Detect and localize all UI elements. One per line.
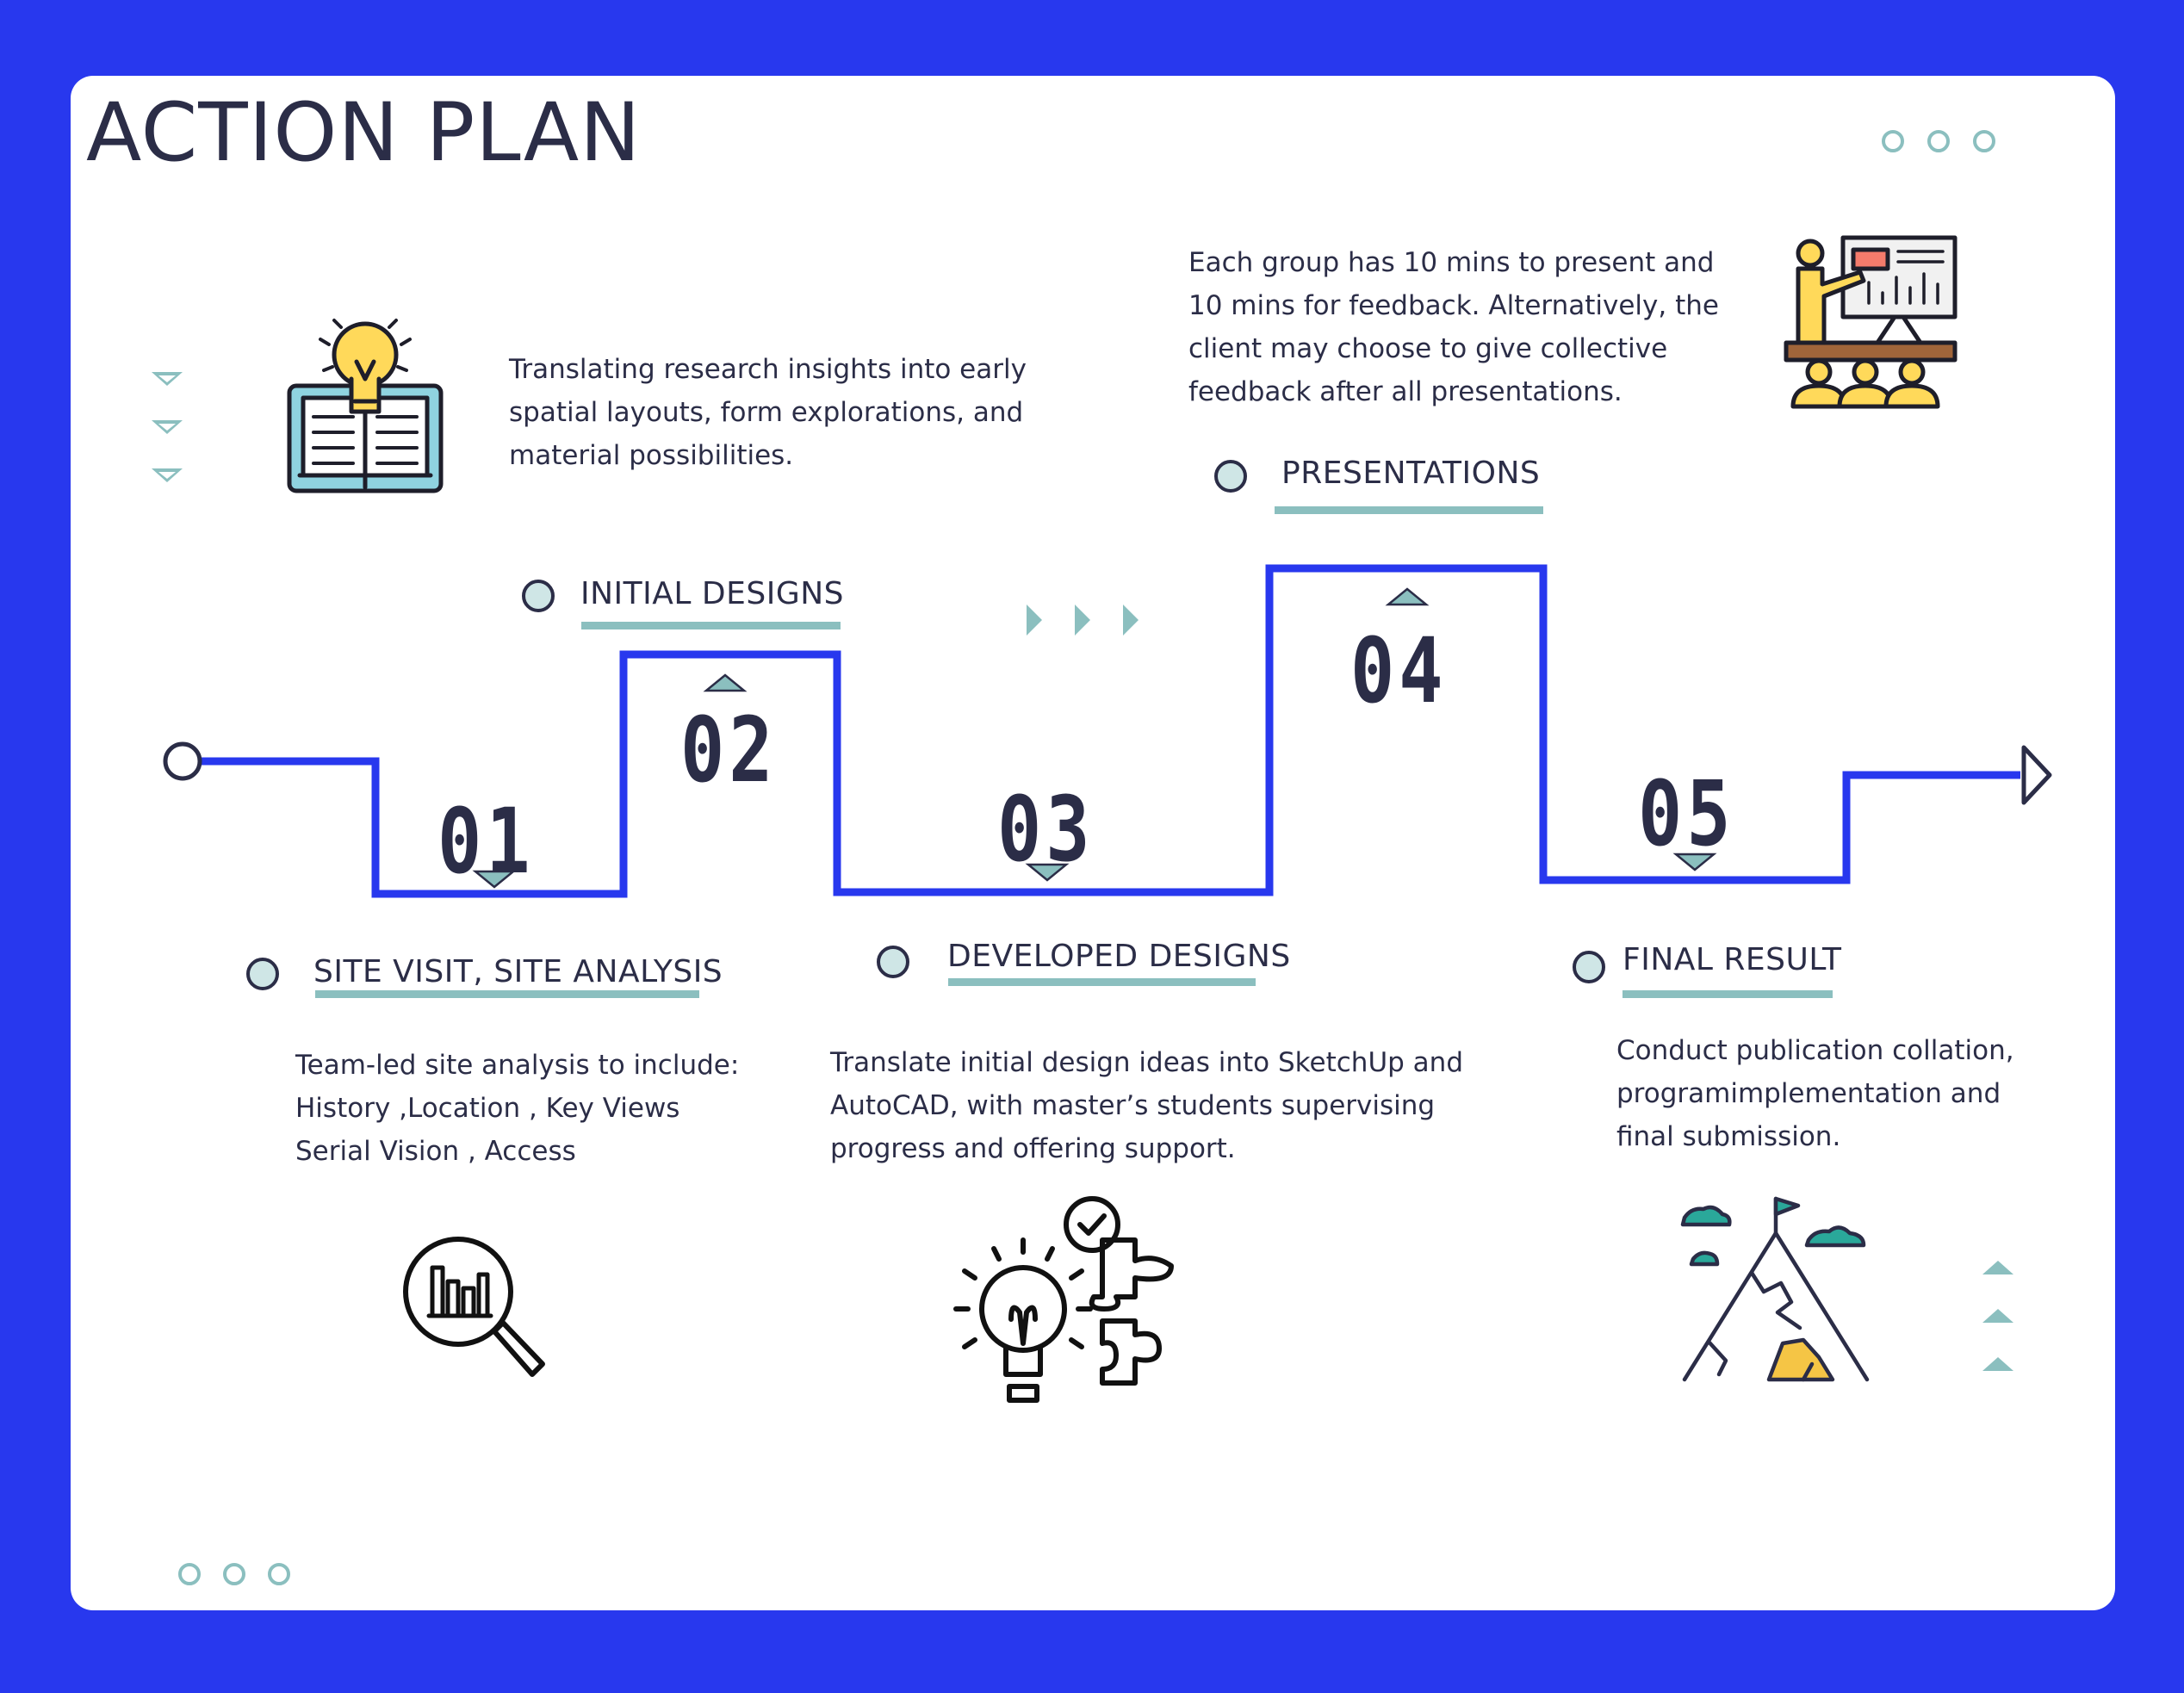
step-description-02 [509, 348, 1027, 477]
decor-dots-bottom [180, 1565, 289, 1584]
step-number-04: 04 [1350, 618, 1448, 723]
heading-bullets [248, 462, 1604, 989]
mountain-flag-icon [1683, 1199, 1867, 1380]
step-description-01 [295, 1044, 739, 1173]
magnifier-chart-icon [406, 1239, 543, 1374]
step-number-05: 05 [1638, 761, 1735, 866]
step-heading-04: PRESENTATIONS [1281, 456, 1541, 491]
step-heading-03: DEVELOPED DESIGNS [947, 939, 1291, 974]
step-description-05 [1616, 1029, 2014, 1158]
timeline-end-arrow [2024, 747, 2050, 803]
description-line: Each group has 10 mins to present and [1188, 247, 1715, 278]
heading-underlines [315, 506, 1833, 998]
description-line: AutoCAD, with master’s students supervising [830, 1090, 1436, 1121]
decor-chevrons-down [152, 372, 183, 482]
step-heading-01: SITE VISIT, SITE ANALYSIS [313, 954, 723, 989]
presentation-board-icon [1786, 238, 1955, 406]
step-heading-02: INITIAL DESIGNS [580, 576, 845, 611]
decor-dots-top [1883, 132, 1994, 151]
description-line: 10 mins for feedback. Alternatively, the [1188, 290, 1719, 321]
step-number-02: 02 [680, 698, 778, 803]
description-line: material possibilities. [509, 440, 794, 471]
step-number-01: 01 [437, 789, 535, 894]
description-line: feedback after all presentations. [1188, 376, 1622, 407]
decor-chevrons-up [1982, 1261, 2013, 1371]
description-line: programimplementation and [1616, 1078, 2001, 1109]
lightbulb-book-icon [289, 320, 441, 491]
description-line: Team-led site analysis to include: [295, 1050, 740, 1081]
description-line: progress and offering support. [830, 1133, 1236, 1164]
description-line: Conduct publication collation, [1616, 1035, 2014, 1066]
page-title: ACTION PLAN [86, 86, 642, 180]
description-line: History ,Location , Key Views [295, 1093, 680, 1124]
number-markers [475, 589, 1714, 887]
lightbulb-puzzle-icon [956, 1199, 1171, 1400]
timeline-start-circle [165, 744, 200, 778]
description-line: Serial Vision , Access [295, 1136, 576, 1167]
step-description-03 [830, 1041, 1463, 1170]
step-heading-05: FINAL RESULT [1622, 942, 1842, 977]
step-number-03: 03 [997, 777, 1095, 882]
description-line: Translate initial design ideas into SketchUp and [830, 1047, 1463, 1078]
description-line: Translating research insights into early [509, 354, 1027, 385]
step-description-04 [1188, 241, 1719, 413]
description-line: spatial layouts, form explorations, and [509, 397, 1024, 428]
decor-chevrons-right [1027, 605, 1139, 636]
description-line: client may choose to give collective [1188, 333, 1668, 364]
description-line: final submission. [1616, 1121, 1841, 1152]
